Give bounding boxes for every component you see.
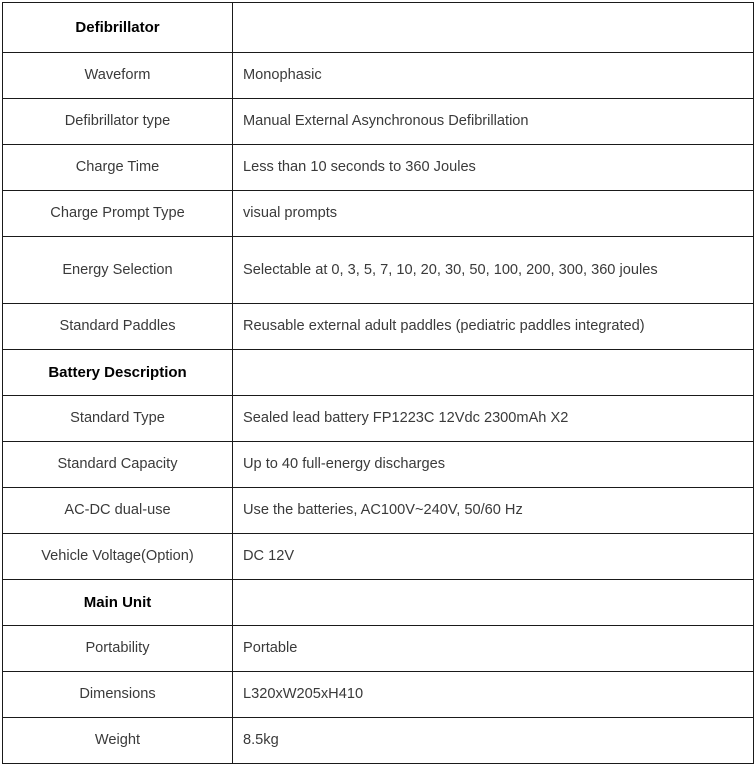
section-empty-cell xyxy=(233,350,754,396)
table-section-row xyxy=(3,3,754,53)
section-heading-cell: Defibrillator xyxy=(3,3,233,53)
spec-label-cell: Waveform xyxy=(3,53,233,99)
spec-label-cell: Vehicle Voltage(Option) xyxy=(3,534,233,580)
section-empty-cell xyxy=(233,580,754,626)
spec-value-cell: visual prompts xyxy=(233,191,754,237)
section-empty-cell xyxy=(233,3,754,53)
spec-label-cell: Defibrillator type xyxy=(3,99,233,145)
spec-value-cell: Reusable external adult paddles (pediatric paddles integrated) xyxy=(233,304,754,350)
table-row xyxy=(3,53,754,99)
table-section-row xyxy=(3,580,754,626)
section-heading-cell: Battery Description xyxy=(3,350,233,396)
spec-value-cell: Less than 10 seconds to 360 Joules xyxy=(233,145,754,191)
table-row xyxy=(3,672,754,718)
specification-table xyxy=(2,2,754,764)
spec-label-cell: Dimensions xyxy=(3,672,233,718)
spec-value-cell: Portable xyxy=(233,626,754,672)
spec-value-cell: Use the batteries, AC100V~240V, 50/60 Hz xyxy=(233,488,754,534)
spec-value-cell: Manual External Asynchronous Defibrillation xyxy=(233,99,754,145)
table-row xyxy=(3,99,754,145)
section-heading-cell: Main Unit xyxy=(3,580,233,626)
spec-value-cell: 8.5kg xyxy=(233,718,754,764)
spec-label-cell: Charge Prompt Type xyxy=(3,191,233,237)
spec-value-cell: Monophasic xyxy=(233,53,754,99)
table-row xyxy=(3,145,754,191)
spec-label-cell: Standard Paddles xyxy=(3,304,233,350)
table-row xyxy=(3,534,754,580)
spec-label-cell: Standard Type xyxy=(3,396,233,442)
spec-label-cell: Standard Capacity xyxy=(3,442,233,488)
specification-table-body xyxy=(3,3,754,764)
table-row xyxy=(3,442,754,488)
spec-label-cell: Energy Selection xyxy=(3,237,233,304)
spec-value-cell: Selectable at 0, 3, 5, 7, 10, 20, 30, 50, 100, 200, 300, 360 joules xyxy=(233,237,754,304)
table-row xyxy=(3,304,754,350)
spec-value-cell: Up to 40 full-energy discharges xyxy=(233,442,754,488)
spec-label-cell: Portability xyxy=(3,626,233,672)
spec-value-cell: L320xW205xH410 xyxy=(233,672,754,718)
spec-label-cell: Weight xyxy=(3,718,233,764)
table-row xyxy=(3,718,754,764)
spec-label-cell: Charge Time xyxy=(3,145,233,191)
spec-value-cell: DC 12V xyxy=(233,534,754,580)
spec-label-cell: AC-DC dual-use xyxy=(3,488,233,534)
table-row xyxy=(3,237,754,304)
table-row xyxy=(3,488,754,534)
table-row xyxy=(3,191,754,237)
spec-value-cell: Sealed lead battery FP1223C 12Vdc 2300mAh X2 xyxy=(233,396,754,442)
table-section-row xyxy=(3,350,754,396)
table-row xyxy=(3,626,754,672)
table-row xyxy=(3,396,754,442)
